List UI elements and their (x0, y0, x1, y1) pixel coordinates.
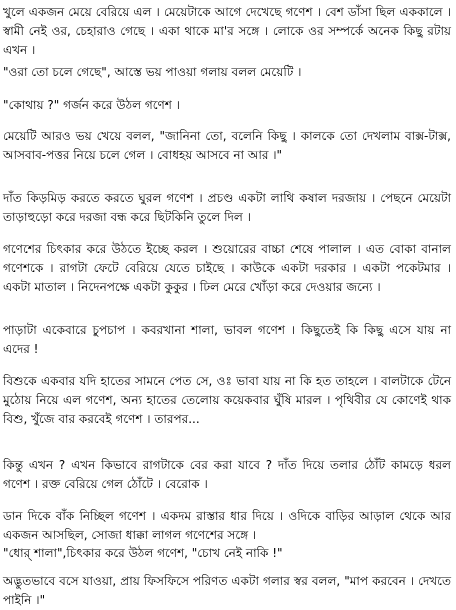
paragraph-9: কিন্তু এখন ? এখন কিভাবে রাগটাকে বের করা যাবে ? দাঁত দিয়ে তলার ঠোঁট কামড়ে ধরল গণেশ । রক্ত বেরিয়ে গেল ঠোঁটে । বেরোক । (3, 458, 451, 491)
paragraph-12: অদ্ভুতভাবে বসে যাওয়া, প্রায় ফিসফিসে পরিণত একটা গলার স্বর বলল, "মাপ করবেন । দেখতে পাইনি ।" (3, 574, 451, 607)
paragraph-7: পাড়াটা একেবারে চুপচাপ । কবরখানা শালা, ভাবল গণেশ । কিছুতেই কি কিছু এসে যায় না এদের ! (3, 323, 451, 356)
paragraph-5: দাঁত কিড়মিড় করতে করতে ঘুরল গণেশ । প্রচণ্ড একটা লাথি কষাল দরজায় । পেছনে মেয়েটা তাড়াহুড়ো করে দরজা বন্ধ করে ছিটকিনি তুলে দিল । (3, 191, 451, 224)
paragraph-11: "ধোর্ শালা",চিৎকার করে উঠল গণেশ, "চোখ নেই নাকি !" (3, 546, 283, 560)
paragraph-10: ডান দিকে বাঁক নিচ্ছিল গণেশ । একদম রাস্তার ধার দিয়ে । ওদিকে বাড়ির আড়াল থেকে আর একজন আসছিল, সোজা ধাক্কা লাগল গণেশের সঙ্গে । (3, 509, 451, 542)
paragraph-6: গণেশের চিৎকার করে উঠতে ইচ্ছে করল । শুয়োরের বাচ্চা শেষে পালাল । এত বোকা বানাল গণেশকে । রাগটা ফেটে বেরিয়ে যেতে চাইছে । কাউকে একটা দরকার । একটা পকেটমার । একটা মাতাল । নিদেনপক্ষে একটা কুকুর । ঢিল মেরে খোঁড়া করে দেওয়ার জন্যে । (3, 242, 451, 294)
paragraph-8: বিশুকে একবার যদি হাতের সামনে পেত সে, ওঃ ভাবা যায় না কি হত তাহলে । বালটাকে টেনে মুঠোয় নিয়ে এল গণেশ, অন্য হাতের তেলোয় কয়েকবার ঘুঁষি মারল । পৃথিবীর যে কোণেই থাক বিশু, খুঁজে বার করবেই গণেশ । তারপর... (3, 374, 451, 426)
paragraph-3: "কোথায় ?" গর্জন করে উঠল গণেশ । (3, 98, 180, 112)
paragraph-4: মেয়েটি আরও ভয় খেয়ে বলল, "জানিনা তো, বলেনি কিছু । কালকে তো দেখলাম বাক্স-টাক্স, আসবাব-পত্তর নিয়ে চলে গেল । বোধহয় আসবে না আর ।" (3, 129, 451, 162)
paragraph-1: খুলে একজন মেয়ে বেরিয়ে এল । মেয়েটাকে আগে দেখেছে গণেশ । বেশ ডাঁসা ছিল এককালে । স্বামী নেই ওর, চেহারাও গেছে । একা থাকে মা'র সঙ্গে । লোকে ওর সম্পর্কে অনেক কিছু রটায় এখন । (3, 5, 451, 57)
paragraph-2: "ওরা তো চলে গেছে", আস্তে ভয় পাওয়া গলায় বলল মেয়েটি । (3, 65, 302, 79)
